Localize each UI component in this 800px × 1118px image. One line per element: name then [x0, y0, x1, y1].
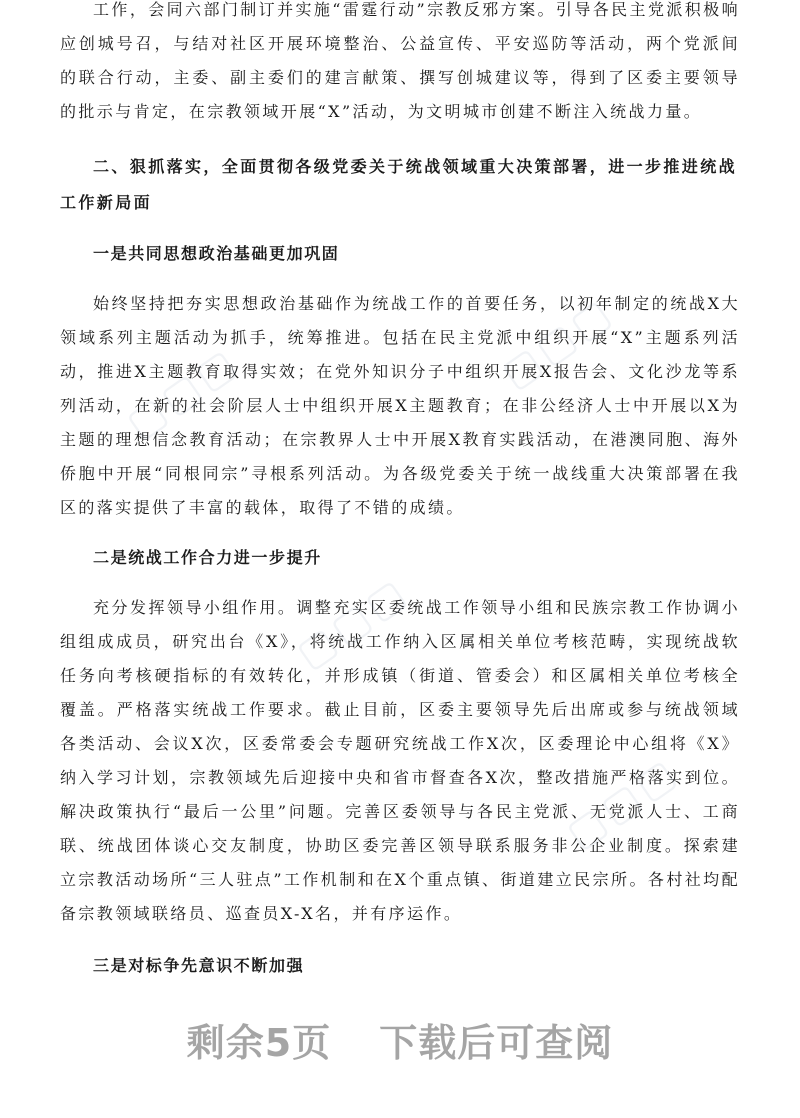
download-banner[interactable] — [0, 1012, 800, 1067]
subsection-2-heading: 二是统战工作合力进一步提升 — [93, 548, 322, 567]
watermark: ▢▢▢ — [118, 338, 248, 448]
subsection-1-heading: 一是共同思想政治基础更加巩固 — [93, 244, 340, 263]
watermark: ▢▢▢ — [493, 288, 623, 398]
watermark: ▢▢▢ — [288, 568, 418, 678]
paragraph-1: 工作，会同六部门制订并实施“雷霆行动”宗教反邪方案。引导各民主党派积极响应创城号召，与结对社区开展环境整治、公益宣传、平安巡防等活动，两个党派间的联合行动，主委、副主委们的建言献策、撰写创城建议等，得到了区委主要领导的批示与肯定，在宗教领域开展“X”活动，为文明城市创建不断注入统战力量。 — [60, 0, 740, 121]
paragraph-3: 充分发挥领导小组作用。调整充实区委统战工作领导小组和民族宗教工作协调小组组成成员，研究出台《X》，将统战工作纳入区属相关单位考核范畴，实现统战软任务向考核硬指标的有效转化，并形成镇（街道、管委会）和区属相关单位考核全覆盖。严格落实统战工作要求。截止目前，区委主要领导先后出席或参与统战领域各类活动、会议X次，区委常委会专题研究统战工作X次，区委理论中心组将《X》纳入学习计划，宗教领域先后迎接中央和省市督查各X次，整改措施严格落实到位。解决政策执行“最后一公里”问题。完善区委领导与各民主党派、无党派人士、工商联、统战团体谈心交友制度，协助区委完善区领导联系服务非公企业制度。探索建立宗教活动场所“三人驻点”工作机制和在X个重点镇、街道建立民宗所。各村社均配备宗教领域联络员、巡查员X-X名，并有序运作。 — [60, 598, 740, 923]
document-body — [60, 0, 740, 983]
paragraph-2: 始终坚持把夯实思想政治基础作为统战工作的首要任务，以初年制定的统战X大领域系列主题活动为抓手，统筹推进。包括在民主党派中组织开展“X”主题系列活动，推进X主题教育取得实效；在党外知识分子中组织开展X报告会、文化沙龙等系列活动，在新的社会阶层人士中组织开展X主题教育；在非公经济人士中开展以X为主题的理想信念教育活动；在宗教界人士中开展X教育实践活动，在港澳同胞、海外侨胞中开展“同根同宗”寻根系列活动。为各级党委关于统一战线重大决策部署在我区的落实提供了丰富的载体，取得了不错的成绩。 — [60, 294, 740, 517]
download-hint-label: 下载后可查阅 — [379, 1021, 614, 1065]
subsection-3-heading: 三是对标争先意识不断加强 — [93, 956, 305, 975]
watermark: ▢▢▢ — [558, 748, 688, 858]
section-2-heading: 二、狠抓落实，全面贯彻各级党委关于统战领域重大决策部署，进一步推进统战工作新局面 — [60, 157, 738, 212]
remaining-pages-label: 剩余5页 — [186, 1021, 332, 1065]
